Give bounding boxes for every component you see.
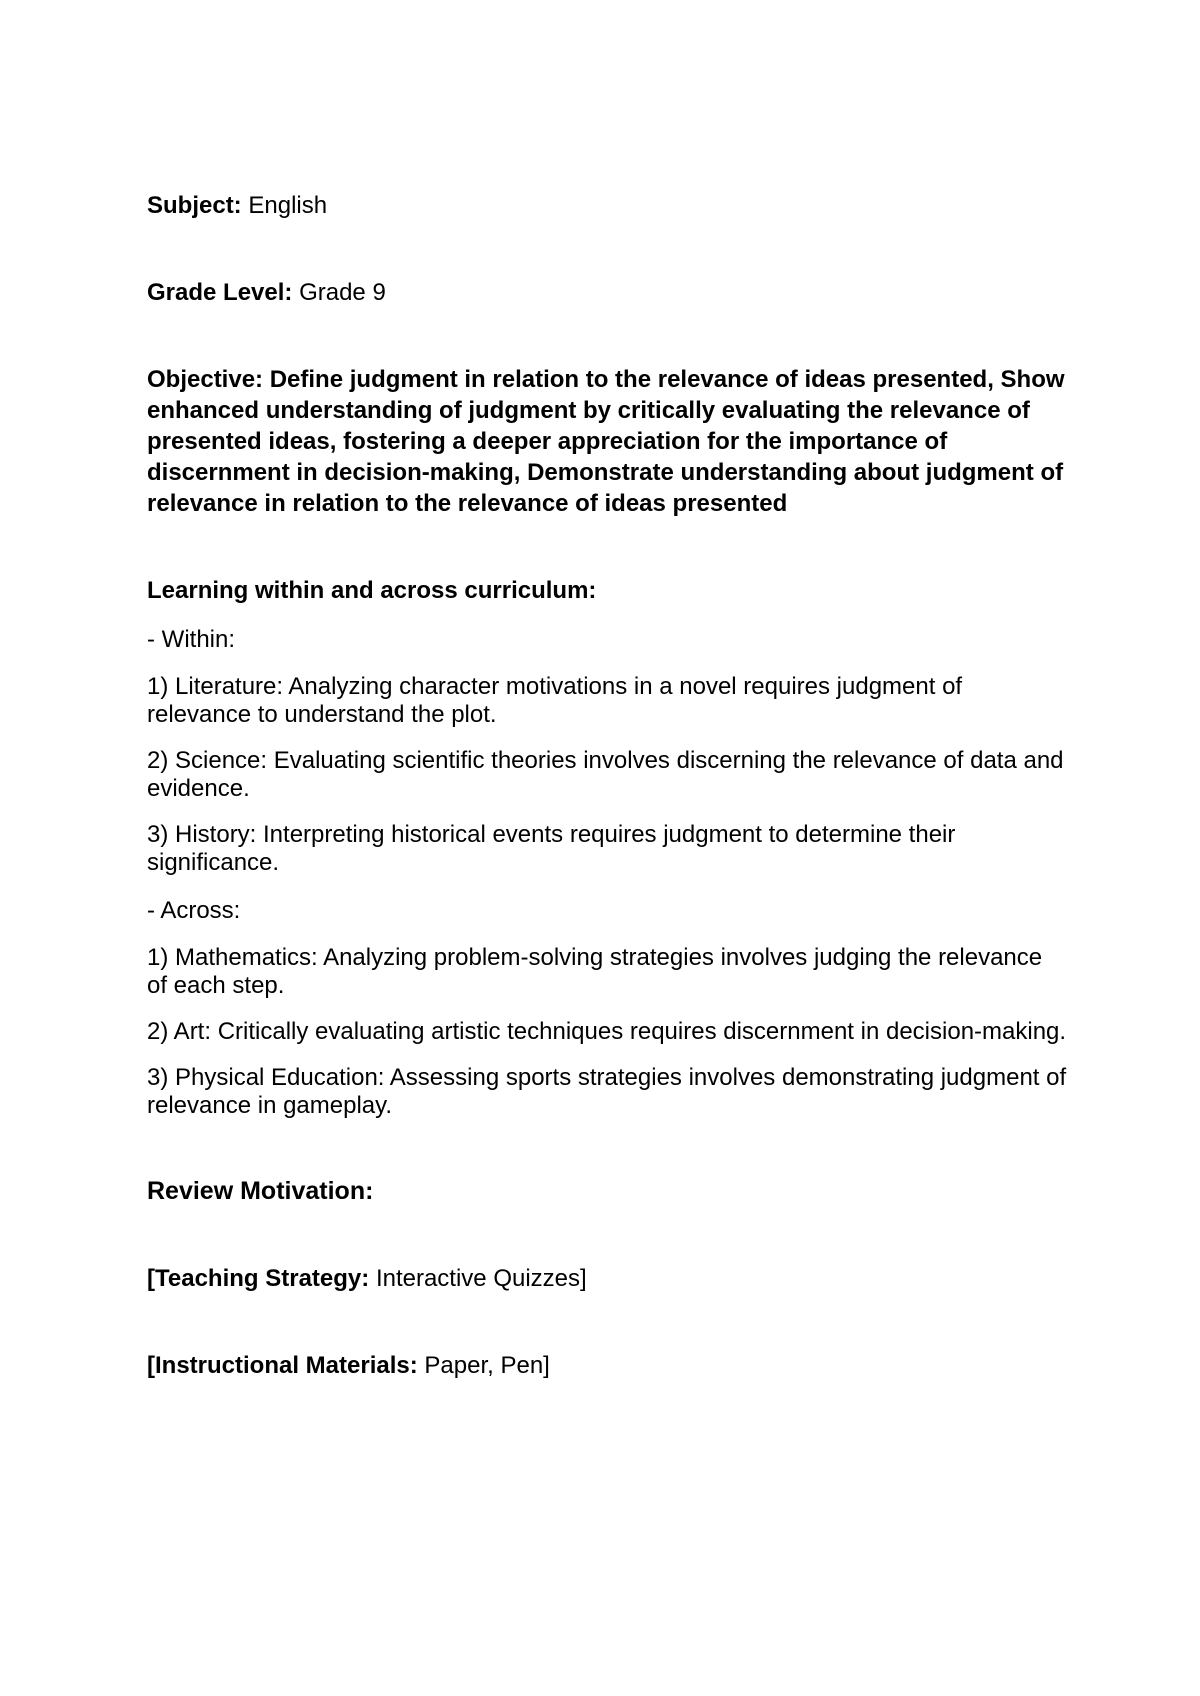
across-item-2: 2) Art: Critically evaluating artistic techniques requires discernment in decision-making. [147, 1018, 1067, 1045]
objective-label: Objective: [147, 366, 264, 393]
instructional-materials-value: Paper, Pen [424, 1352, 544, 1379]
teaching-strategy-open-bracket: [ [147, 1265, 155, 1292]
instructional-materials-close-bracket: ] [543, 1352, 550, 1379]
review-motivation-heading: Review Motivation: [147, 1177, 374, 1205]
within-item-1: 1) Literature: Analyzing character motivations in a novel requires judgment of relevance to understand the plot. [147, 673, 963, 728]
grade-level-value: Grade 9 [299, 279, 386, 306]
grade-level-label: Grade Level: [147, 279, 293, 306]
teaching-strategy-close-bracket: ] [580, 1265, 587, 1292]
instructional-materials-label: Instructional Materials: [155, 1352, 418, 1379]
within-label: - Within: [147, 626, 236, 653]
subject-line [147, 190, 1067, 221]
instructional-materials-line [147, 1350, 1067, 1381]
across-item-1: 1) Mathematics: Analyzing problem-solving strategies involves judging the relevance of each step. [147, 944, 1043, 999]
objective-text: Define judgment in relation to the relevance of ideas presented, Show enhanced understanding of judgment by critically evaluating the relevance of presented ideas, fostering a deeper appreciation for the importance of discernment in decision-making, Demonstrate understanding about judgment of relevance in relation to the relevance of ideas presented [147, 366, 1065, 517]
teaching-strategy-label: Teaching Strategy: [155, 1265, 370, 1292]
instructional-materials-open-bracket: [ [147, 1352, 155, 1379]
subject-label: Subject: [147, 192, 242, 219]
teaching-strategy-value: Interactive Quizzes [375, 1265, 581, 1292]
within-item-2: 2) Science: Evaluating scientific theories involves discerning the relevance of data and evidence. [147, 747, 1064, 802]
objective-paragraph [147, 364, 1067, 519]
lesson-plan-content [147, 190, 1067, 1437]
grade-level-line [147, 277, 1067, 308]
within-item-3: 3) History: Interpreting historical events requires judgment to determine their significance. [147, 821, 956, 876]
curriculum-heading: Learning within and across curriculum: [147, 577, 597, 604]
across-item-3: 3) Physical Education: Assessing sports strategies involves demonstrating judgment of relevance in gameplay. [147, 1064, 1067, 1119]
teaching-strategy-line [147, 1263, 1067, 1294]
subject-value: English [248, 192, 328, 219]
across-label: - Across: [147, 897, 241, 924]
